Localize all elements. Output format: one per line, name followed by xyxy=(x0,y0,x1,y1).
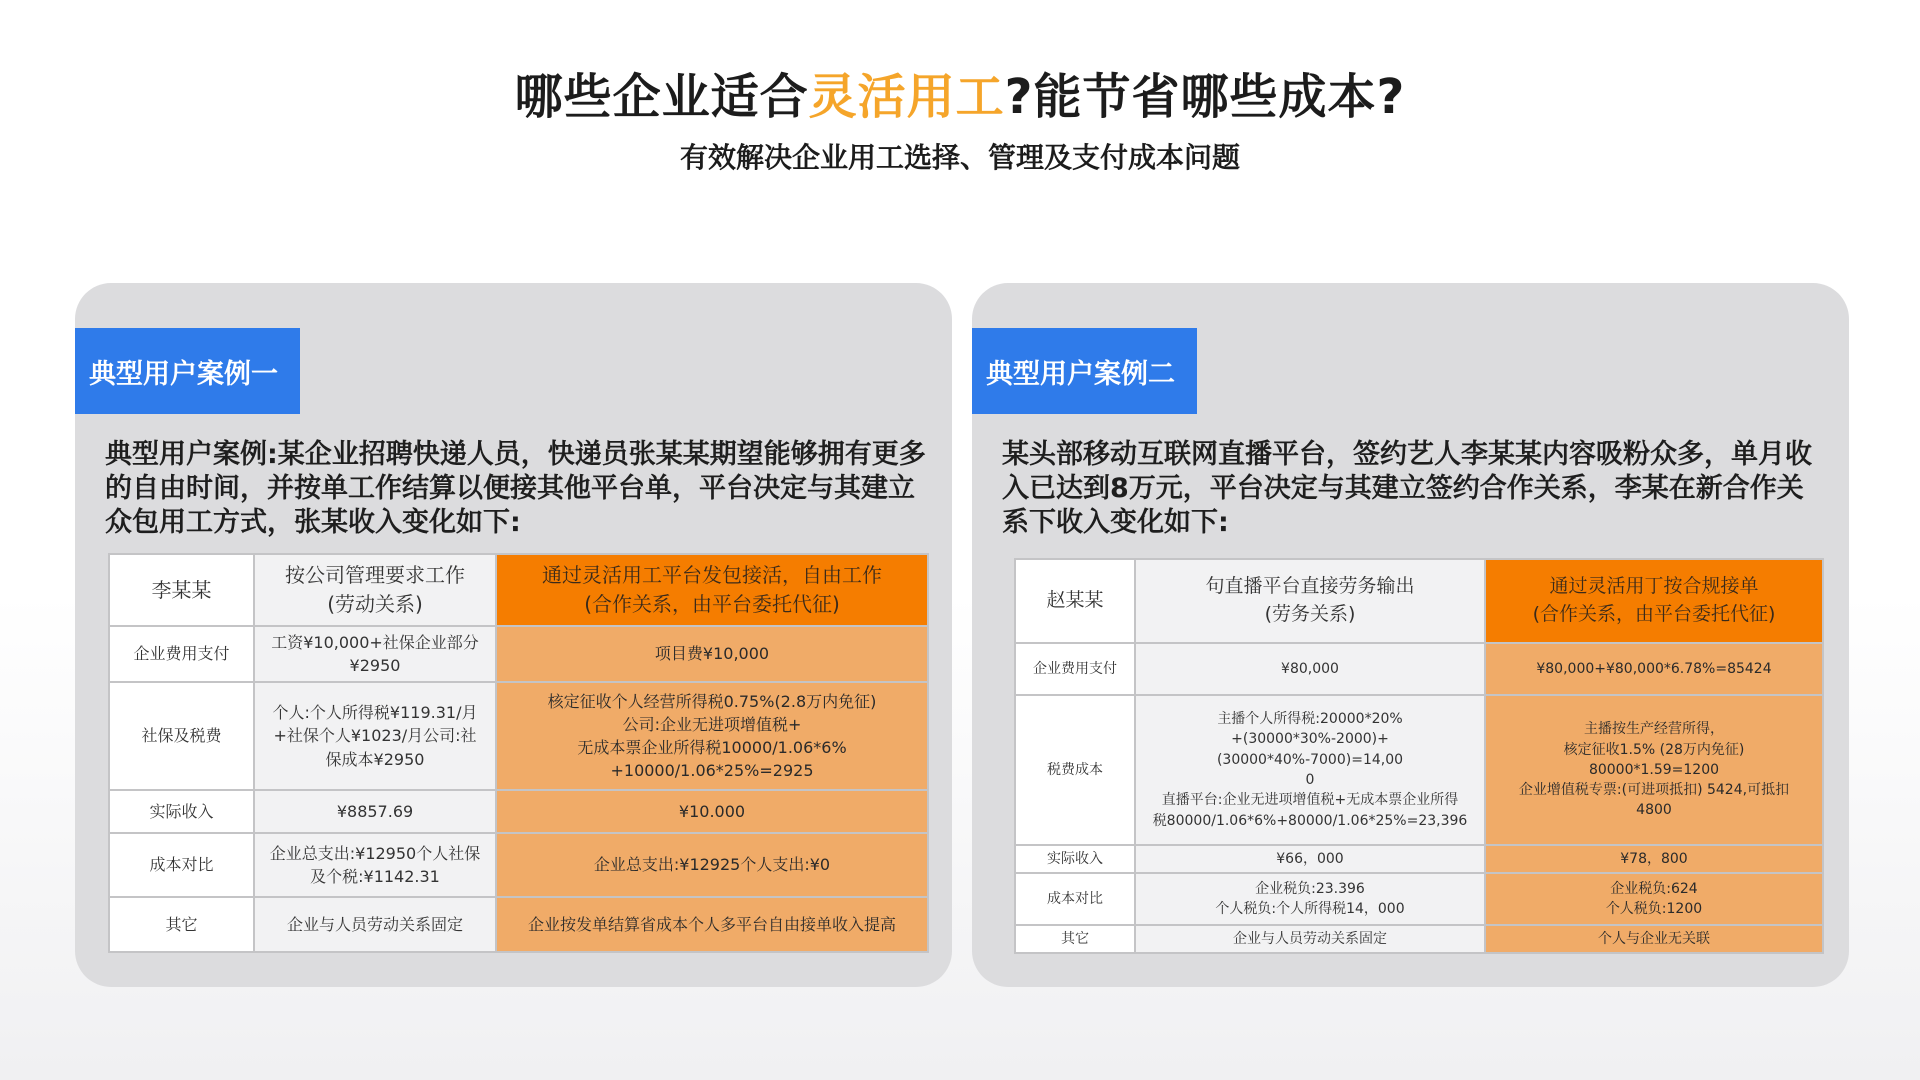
case2-description: 某头部移动互联网直播平台，签约艺人李某某内容吸粉众多，单月收入已达到8万元，平台决定与其建立签约合作关系，李某在新合作关系下收入变化如下: xyxy=(1002,439,1812,538)
table-row xyxy=(1015,873,1823,925)
row-label: 实际收入 xyxy=(1015,845,1135,873)
row-col2: 企业按发单结算省成本个人多平台自由接单收入提高 xyxy=(496,897,928,952)
table-row xyxy=(109,897,928,952)
table-row xyxy=(109,626,928,682)
row-label: 成本对比 xyxy=(109,833,254,897)
row-label: 其它 xyxy=(109,897,254,952)
table-corner: 赵某某 xyxy=(1015,559,1135,643)
row-col1: ¥66，000 xyxy=(1135,845,1485,873)
row-col1: 主播个人所得税:20000*20% +(30000*30%-2000)+(30000*40%-7000)=14,00 0 直播平台:企业无进项增值税+无成本票企业所得 税80000/1.06*6%+80000/1.06*25%=23,396 xyxy=(1135,695,1485,845)
title-part1: 哪些企业适合 xyxy=(514,69,809,125)
table-row xyxy=(109,790,928,833)
table-row xyxy=(109,682,928,790)
row-col2: 项目费¥10,000 xyxy=(496,626,928,682)
row-col2: ¥10.000 xyxy=(496,790,928,833)
page-subtitle: 有效解决企业用工选择、管理及支付成本问题 xyxy=(679,141,1240,174)
table-row xyxy=(1015,925,1823,953)
row-label: 社保及税费 xyxy=(109,682,254,790)
table-header-row xyxy=(1015,559,1823,643)
table-col1-header: 句直播平台直接劳务输出 (劳务关系) xyxy=(1135,559,1485,643)
case1-panel xyxy=(75,283,952,987)
row-col1: 企业与人员劳动关系固定 xyxy=(254,897,496,952)
title-part2: ?能节省哪些成本? xyxy=(1004,69,1406,125)
row-col1: ¥8857.69 xyxy=(254,790,496,833)
case1-description: 典型用户案例:某企业招聘快递人员，快递员张某某期望能够拥有更多的自由时间，并按单工作结算以便接其他平台单，平台决定与其建立众包用工方式，张某收入变化如下: xyxy=(105,439,926,538)
table-header-row xyxy=(109,554,928,626)
row-col1: 个人:个人所得税¥119.31/月 +社保个人¥1023/月公司:社 保成本¥2950 xyxy=(254,682,496,790)
row-col2: ¥78，800 xyxy=(1485,845,1823,873)
row-col2: 企业总支出:¥12925个人支出:¥0 xyxy=(496,833,928,897)
row-label: 实际收入 xyxy=(109,790,254,833)
row-col2: 核定征收个人经营所得税0.75%(2.8万内免征) 公司:企业无进项增值税+ 无成本票企业所得税10000/1.06*6% +10000/1.06*25%=2925 xyxy=(496,682,928,790)
table-row xyxy=(109,833,928,897)
row-col2: 主播按生产经营所得， 核定征收1.5% (28万内免征) 80000*1.59=1200 企业增值税专票:(可进项抵扣) 5424,可抵扣 4800 xyxy=(1485,695,1823,845)
row-label: 企业费用支付 xyxy=(109,626,254,682)
row-col1: 企业税负:23.396 个人税负:个人所得税14，000 xyxy=(1135,873,1485,925)
case2-tag: 典型用户案例二 xyxy=(972,328,1197,414)
table-col2-header: 通过灵活用丁按合规接单 (合作关系，由平台委托代征) xyxy=(1485,559,1823,643)
table-col1-header: 按公司管理要求工作 (劳动关系) xyxy=(254,554,496,626)
row-label: 税费成本 xyxy=(1015,695,1135,845)
row-col1: 工资¥10,000+社保企业部分 ¥2950 xyxy=(254,626,496,682)
row-label: 其它 xyxy=(1015,925,1135,953)
case2-table xyxy=(1014,558,1824,954)
row-col1: 企业与人员劳动关系固定 xyxy=(1135,925,1485,953)
page-title xyxy=(0,58,1920,127)
title-highlight: 灵活用工 xyxy=(808,69,1005,125)
case1-tag: 典型用户案例一 xyxy=(75,328,300,414)
row-col2: 个人与企业无关联 xyxy=(1485,925,1823,953)
table-corner: 李某某 xyxy=(109,554,254,626)
row-col2: ¥80,000+¥80,000*6.78%=85424 xyxy=(1485,643,1823,695)
case1-table xyxy=(108,553,929,953)
case2-panel xyxy=(972,283,1849,987)
row-col1: ¥80,000 xyxy=(1135,643,1485,695)
row-col1: 企业总支出:¥12950个人社保 及个税:¥1142.31 xyxy=(254,833,496,897)
table-row xyxy=(1015,643,1823,695)
table-row xyxy=(1015,845,1823,873)
row-col2: 企业税负:624 个人税负:1200 xyxy=(1485,873,1823,925)
row-label: 企业费用支付 xyxy=(1015,643,1135,695)
row-label: 成本对比 xyxy=(1015,873,1135,925)
table-row xyxy=(1015,695,1823,845)
table-col2-header: 通过灵活用工平台发包接活，自由工作 (合作关系，由平台委托代征) xyxy=(496,554,928,626)
